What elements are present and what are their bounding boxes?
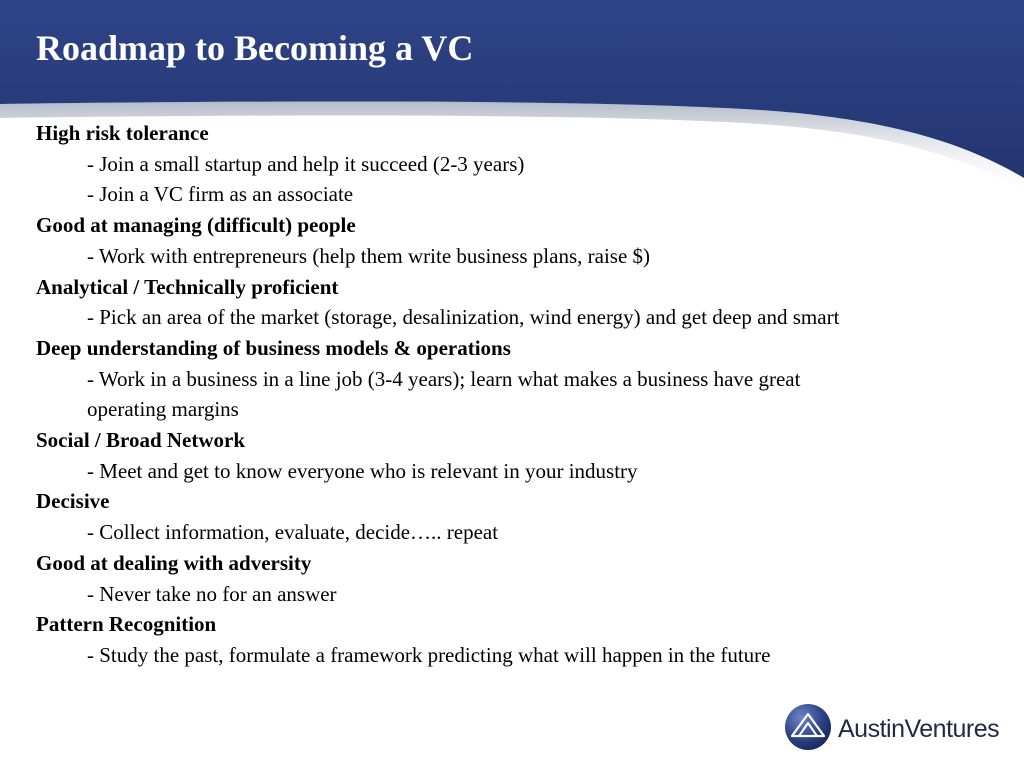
- section-detail: - Join a small startup and help it succeed (2-3 years): [87, 151, 525, 176]
- section-detail: - Work in a business in a line job (3-4 years); learn what makes a business have great: [87, 366, 801, 391]
- section: [36, 210, 1021, 271]
- section-heading: Good at dealing with adversity: [36, 550, 312, 575]
- section-heading: Deep understanding of business models & operations: [36, 335, 511, 360]
- section-heading: Pattern Recognition: [36, 612, 217, 637]
- section: [36, 486, 1021, 547]
- section-heading: Decisive: [36, 489, 110, 514]
- section-heading: Analytical / Technically proficient: [36, 274, 339, 299]
- section: [36, 425, 1021, 486]
- slide-body: [36, 118, 1021, 671]
- section-detail: - Never take no for an answer: [87, 581, 337, 606]
- austin-ventures-logo: [782, 700, 1022, 760]
- section-detail: - Join a VC firm as an associate: [87, 182, 354, 207]
- section: [36, 333, 1021, 425]
- logo-wordmark: AustinVentures: [838, 715, 1000, 743]
- section: [36, 118, 1021, 210]
- section-detail: operating margins: [87, 397, 239, 422]
- section: [36, 609, 1021, 670]
- section-detail: - Pick an area of the market (storage, desalinization, wind energy) and get deep and smart: [87, 305, 840, 330]
- section-heading: Social / Broad Network: [36, 428, 246, 453]
- section-heading: High risk tolerance: [36, 121, 209, 145]
- slide-title: Roadmap to Becoming a VC: [36, 28, 474, 68]
- section-detail: - Study the past, formulate a framework predicting what will happen in the future: [87, 642, 771, 667]
- section: [36, 548, 1021, 609]
- globe-logo-icon: [782, 700, 834, 752]
- section-detail: - Collect information, evaluate, decide….. repeat: [87, 520, 499, 545]
- section-detail: - Work with entrepreneurs (help them write business plans, raise $): [87, 243, 651, 268]
- section-heading: Good at managing (difficult) people: [36, 213, 356, 238]
- section: [36, 272, 1021, 333]
- section-detail: - Meet and get to know everyone who is relevant in your industry: [87, 458, 638, 483]
